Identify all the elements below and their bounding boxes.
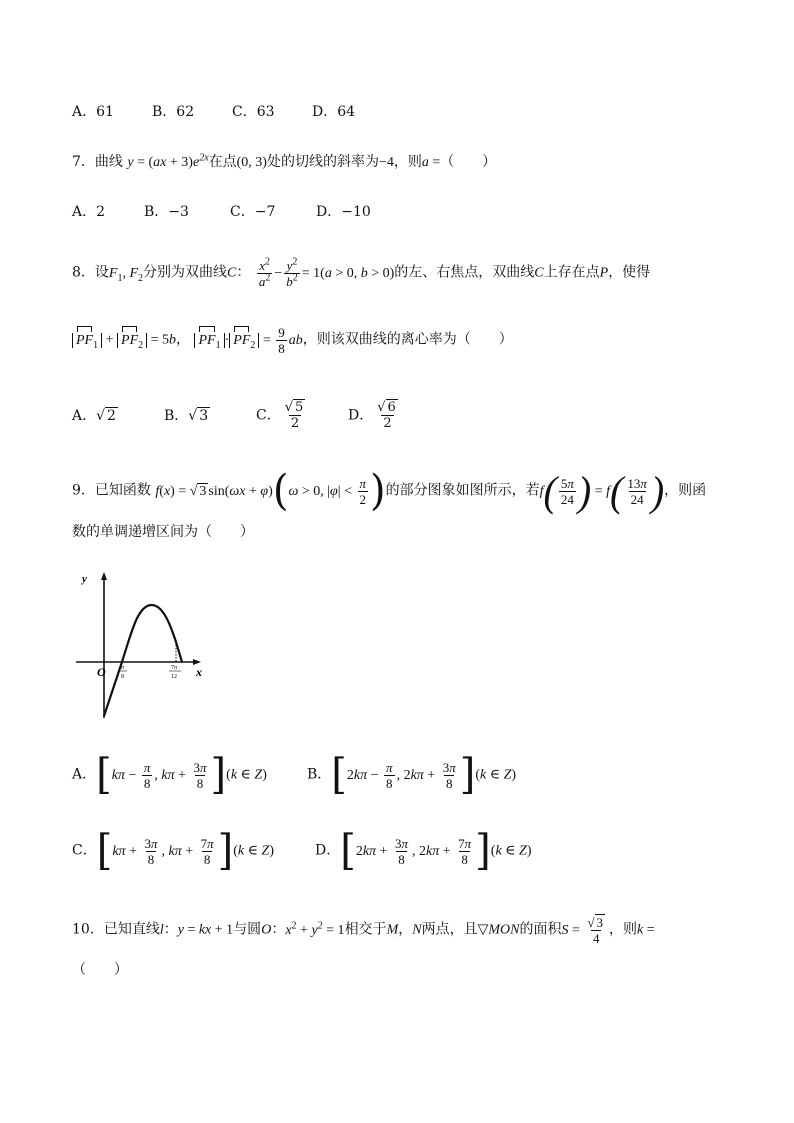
q9-options-row1 [72,750,517,799]
q10-blank: （ ） [72,962,128,978]
q7-option-b[interactable]: B．−3 [144,204,189,220]
q8-text: ，则该双曲线的离心率为（ ） [302,331,513,348]
q10-area: S = $\frac{√ 3}{4}$ [561,915,604,946]
q7-slope: −4 [378,155,394,170]
q8-options [72,400,402,431]
y-label: y [82,573,87,585]
q8-option-d[interactable]: D． $\frac{√ 6}{2}$ [348,400,396,431]
q8-number: 8． [72,264,95,281]
q9-number: 9． [72,482,95,499]
q10-line-eq: y = kx + 1 [177,922,234,938]
q9-condition: ω > 0, |φ| < $\frac{\pi}{2}$ [288,476,367,507]
q8-option-a[interactable]: A．√ 2 [72,407,116,424]
q8-condition-2: $PF_1 \cdot PF_2$ = $\frac{9}{8}$ ab [194,333,302,348]
q7-option-a[interactable]: A．2 [72,204,106,220]
q10-circle-eq: $x^2 + y^2 = 1$ [285,920,345,938]
q9-option-c[interactable]: C．[kπ + $\frac{3\pi}{8}$ , kπ + $\frac{7\pi}{8}$ ](k ∈ Z) [72,826,274,875]
q9-option-a[interactable]: A．[kπ − $\frac{\pi}{8}$ , kπ + $\frac{3\pi}{8}$ ](k ∈ Z) [72,750,267,799]
q8-text: 设 [94,264,109,281]
q9-text: 已知函数 [94,482,151,499]
tick1-num: π [121,665,125,671]
q8-curve-c: C [227,265,237,281]
q7-text: 处的切线的斜率为 [266,154,379,170]
q10-line: l [159,922,164,938]
x-label: x [196,665,202,679]
q8-text: 分别为双曲线 [143,264,228,281]
q10-text: 两点，且 [421,921,478,938]
q8-option-b[interactable]: B．√ 3 [164,407,209,424]
q7-curve-formula: $y = (ax + 3)e^{2x}$ [127,152,209,170]
q9-function: f(x) = √ 3 sin(ωx + φ) [155,483,273,499]
q6-option-c[interactable]: C．63 [232,104,275,120]
q7-text: 曲线 [94,154,123,170]
q9-text: ，则函 [664,482,707,499]
q9-options-row2 [72,826,532,875]
q7-option-c[interactable]: C．−7 [230,204,276,220]
q10-text: 的面积 [519,921,562,938]
q7-stem [72,152,496,173]
q8-foci: $F_1$, $F_2$ [108,265,144,284]
q9-equation: f( $\frac{5\pi}{24}$ ) = f( $\frac{13\pi}{24}$ ) [539,467,665,515]
q7-text: ，则 [393,154,422,170]
tick1-den: 8 [121,674,124,680]
q10-text: ，则 [609,921,638,938]
q6-option-b[interactable]: B．62 [152,104,195,120]
sine-curve [104,605,182,716]
q7-options [72,202,371,222]
q8-conditions: $PF_1 + PF_2 = 5b$， $PF_1 \cdot PF_2$ = $\frac{9}{8}$ ab，则该双曲线的离心率为（ ） [72,325,513,356]
q10-text: 相交于 [344,921,387,938]
tick2-den: 12 [171,674,177,680]
q8-text: 上存在点 [543,264,600,281]
q7-number: 7． [72,154,95,170]
q9-stem-cont: 数的单调递增区间为（ ） [72,524,254,540]
q8-hyperbola-eq: $\frac{x^2}{a^2}$ − $\frac{y^2}{b^2}$ = 1(a > 0, b > 0) [258,256,395,289]
q6-option-a[interactable]: A．61 [72,104,114,120]
q8-text: 的左、右焦点，双曲线 [394,264,535,281]
q7-option-d[interactable]: D．−10 [316,204,371,220]
q6-option-d[interactable]: D．64 [312,104,356,120]
tick2-num: 7π [171,665,178,671]
q8-stem: 8．设$F_1$, $F_2$分别为双曲线C： $\frac{x^2}{a^2}$ − $\frac{y^2}{b^2}$ = 1(a > 0, b > 0)的左、右焦点，双曲线C上存在点P，使得 [72,256,651,289]
q8-option-c[interactable]: C． $\frac{√ 5}{2}$ [256,400,304,431]
q7-a-eq: a = [421,155,441,170]
q10-number: 10． [72,921,104,938]
q9-option-b[interactable]: B．[2kπ − $\frac{\pi}{8}$ , 2kπ + $\frac{3\pi}{8}$ ](k ∈ Z) [307,750,517,799]
q9-graph [72,570,212,720]
q7-point: (0, 3) [236,155,267,170]
q10-stem: 10．已知直线l：y = kx + 1与圆O：$x^2 + y^2 = 1$相交于M，N两点，且▽MON的面积S = $\frac{√ 3}{4}$ ，则k = [72,915,655,946]
q9-text: 的部分图象如图所示，若 [385,482,540,499]
q9-stem: 9．已知函数 f(x) = √ 3 sin(ωx + φ)(ω > 0, |φ| < $\frac{\pi}{2}$ )的部分图象如图所示，若f( $\frac{5\pi}{24}$ ) = f( $\frac{13\pi}{24}$ )，则函 [72,466,707,515]
y-axis-arrow [101,572,107,580]
q8-condition-1: $PF_1 + PF_2 = 5b$ [72,333,176,348]
q8-text: ，使得 [608,264,651,281]
q7-text: 在点 [208,154,237,170]
q10-text: 与圆 [233,921,262,938]
q6-options [72,102,355,122]
origin-label: O [97,665,106,679]
q10-text: 已知直线 [103,921,160,938]
q7-blank: （ ） [440,154,497,170]
q9-option-d[interactable]: D．[2kπ + $\frac{3\pi}{8}$ , 2kπ + $\frac{7\pi}{8}$ ](k ∈ Z) [315,826,532,875]
